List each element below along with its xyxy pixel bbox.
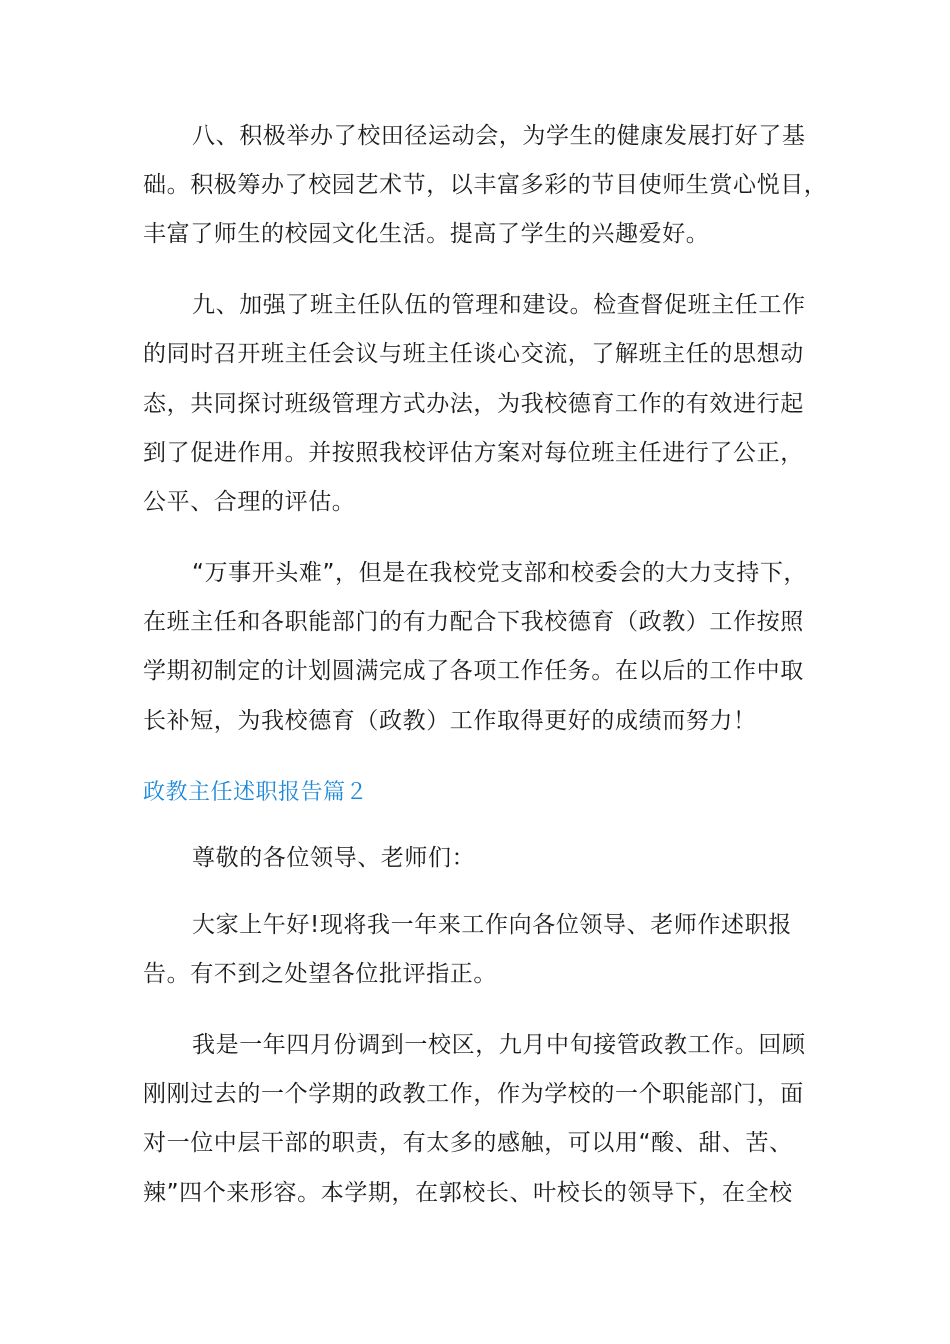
- section-paragraph-3-line-2: 刚刚过去的一个学期的政教工作，作为学校的一个职能部门，面: [143, 1081, 804, 1107]
- section-paragraph-3-line-4: 辣”四个来形容。本学期，在郭校长、叶校长的领导下，在全校: [143, 1180, 793, 1206]
- paragraph-2-line-2: 的同时召开班主任会议与班主任谈心交流，了解班主任的思想动: [143, 341, 804, 367]
- paragraph-3-line-4: 长补短，为我校德育（政教）工作取得更好的成绩而努力！: [143, 708, 757, 734]
- section-heading: 政教主任述职报告篇２: [143, 780, 369, 805]
- section-paragraph-2-line-2: 告。有不到之处望各位批评指正。: [143, 961, 497, 987]
- paragraph-1-line-2: 础。积极筹办了校园艺术节，以丰富多彩的节目使师生赏心悦目，: [143, 172, 828, 198]
- paragraph-2-line-4: 到了促进作用。并按照我校评估方案对每位班主任进行了公正，: [143, 440, 804, 466]
- paragraph-3-line-3: 学期初制定的计划圆满完成了各项工作任务。在以后的工作中取: [143, 658, 804, 684]
- section-paragraph-3-line-3: 对一位中层干部的职责，有太多的感触，可以用“酸、甜、苦、: [143, 1130, 793, 1156]
- paragraph-2-line-5: 公平、合理的评估。: [143, 489, 356, 515]
- paragraph-1-line-3: 丰富了师生的校园文化生活。提高了学生的兴趣爱好。: [143, 221, 710, 247]
- paragraph-2-line-1: 九、加强了班主任队伍的管理和建设。检查督促班主任工作: [192, 292, 806, 318]
- paragraph-3-line-2: 在班主任和各职能部门的有力配合下我校德育（政教）工作按照: [143, 609, 804, 635]
- greeting-line: 尊敬的各位领导、老师们：: [192, 845, 476, 871]
- paragraph-1-line-1: 八、积极举办了校田径运动会，为学生的健康发展打好了基: [192, 123, 806, 149]
- paragraph-2-line-3: 态，共同探讨班级管理方式办法，为我校德育工作的有效进行起: [143, 391, 804, 417]
- paragraph-3-line-1: “万事开头难”，但是在我校党支部和校委会的大力支持下，: [192, 560, 808, 586]
- section-paragraph-3-line-1: 我是一年四月份调到一校区，九月中旬接管政教工作。回顾: [192, 1032, 806, 1058]
- section-paragraph-2-line-1: 大家上午好!现将我一年来工作向各位领导、老师作述职报: [192, 912, 792, 938]
